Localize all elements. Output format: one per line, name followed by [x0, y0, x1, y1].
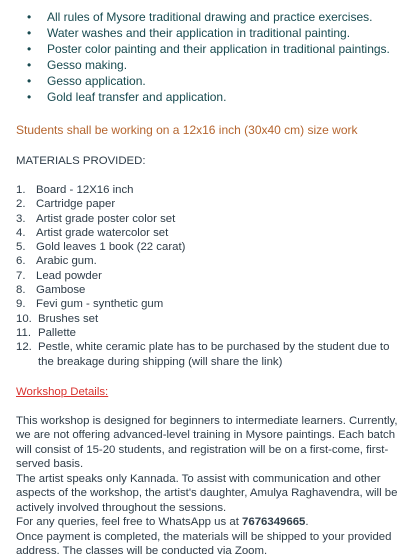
item-number: 3.: [16, 212, 26, 225]
list-item: • Water washes and their application in traditional painting.: [27, 26, 351, 40]
list-item: 3. Artist grade poster color set: [16, 212, 176, 225]
list-item: 10. Brushes set: [16, 312, 99, 325]
bullet-icon: •: [27, 90, 32, 104]
item-number: 7.: [16, 269, 26, 282]
list-item: 1. Board - 12X16 inch: [16, 184, 134, 196]
item-number: 2.: [16, 198, 26, 211]
bullet-icon: •: [27, 74, 32, 88]
list-item: 4. Artist grade watercolor set: [16, 226, 169, 239]
list-item: • Gesso application.: [27, 74, 146, 88]
item-number: 8.: [16, 284, 26, 297]
list-item: 9. Fevi gum - synthetic gum: [16, 298, 164, 311]
bullet-icon: •: [27, 26, 32, 40]
item-number: 1.: [16, 184, 26, 196]
item-number: 9.: [16, 298, 26, 311]
list-item: 2. Cartridge paper: [16, 198, 116, 211]
materials-list: [0, 183, 420, 369]
bullet-icon: •: [27, 10, 32, 24]
workshop-details-heading: Workshop Details:: [16, 386, 109, 398]
list-item: 6. Arabic gum.: [16, 255, 97, 268]
work-size-note: Students shall be working on a 12x16 inch (30x40 cm) size work: [16, 123, 358, 137]
list-item: 12. Pestle, white ceramic plate has to be purchased by the student due to the breakage during shipping (will share the link): [16, 341, 390, 368]
item-number: 5.: [16, 241, 26, 254]
list-item: • Poster color painting and their application in traditional paintings.: [27, 42, 390, 56]
list-item: 7. Lead powder: [16, 269, 102, 282]
whatsapp-number: 7676349665: [242, 516, 306, 528]
course-topics-list: [0, 9, 420, 105]
workshop-paragraph-language: The artist speaks only Kannada. To assist with communication and other aspects of the workshop, the artist's daughter, Amulya Raghavendra, will be actively involved throughout the sessions.: [16, 473, 398, 514]
materials-heading: MATERIALS PROVIDED:: [16, 155, 146, 167]
whatsapp-contact-line: For any queries, feel free to WhatsApp us at 7676349665.: [16, 516, 309, 528]
list-item: • Gesso making.: [27, 58, 128, 72]
item-number: 12.: [16, 341, 32, 354]
workshop-paragraph-audience: This workshop is designed for beginners to intermediate learners. Currently, we are not offering advanced-level training in Mysore paintings. Each batch will consist of 15-20 students, and registration will be on a first-come, first-served basis.: [16, 415, 398, 470]
item-number: 4.: [16, 226, 26, 239]
list-item: • All rules of Mysore traditional drawing and practice exercises.: [27, 10, 373, 24]
list-item: 8. Gambose: [16, 284, 86, 297]
bullet-icon: •: [27, 42, 32, 56]
item-number: 10.: [16, 312, 32, 325]
list-item: 5. Gold leaves 1 book (22 carat): [16, 241, 186, 254]
bullet-icon: •: [27, 58, 32, 72]
list-item: 11. Pallette: [16, 326, 76, 339]
item-number: 6.: [16, 255, 26, 268]
item-number: 11.: [16, 326, 31, 339]
shipping-note: Once payment is completed, the materials will be shipped to your provided address. The classes will be conducted via Zoom.: [16, 531, 392, 558]
list-item: • Gold leaf transfer and application.: [27, 90, 227, 104]
